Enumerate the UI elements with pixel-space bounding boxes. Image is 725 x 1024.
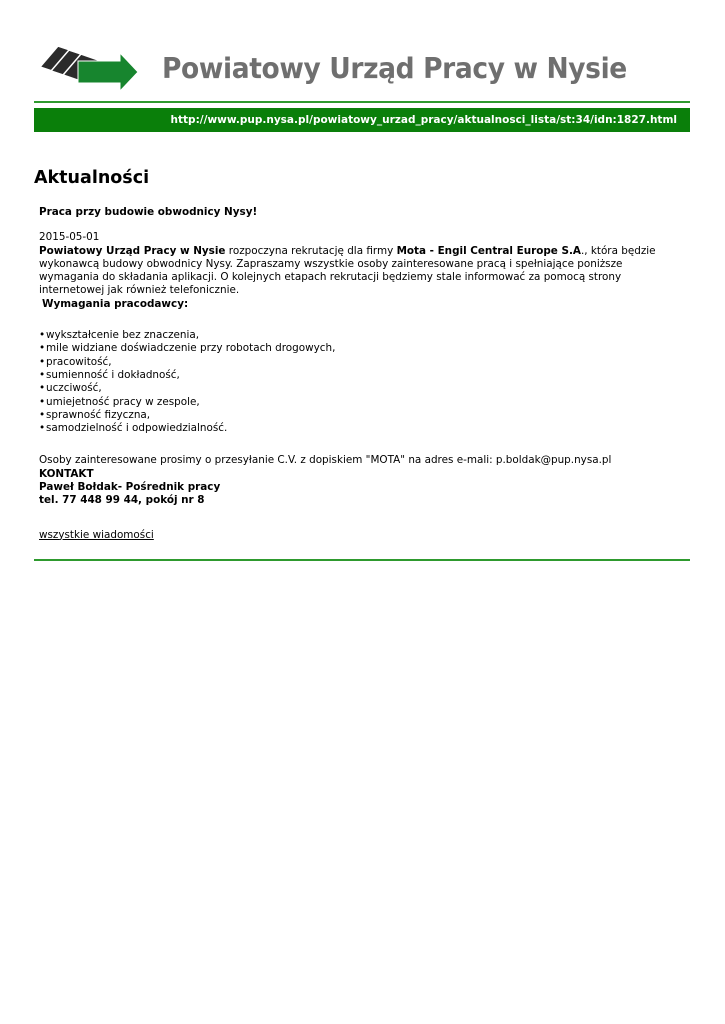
contact-person: Paweł Bołdak- Pośrednik pracy xyxy=(39,481,221,494)
bullet-icon: • xyxy=(39,395,46,408)
site-title: Powiatowy Urząd Pracy w Nysie xyxy=(162,52,627,85)
intro-text-2: ., która będzie wykonawcą budowy obwodnicy Nysy. Zapraszamy wszystkie osoby zainteresowane pracą i spełniające poniższe wymagania do składania aplikacji. O kolejnych etapach rekrutacji będziemy stale informować za pomocą strony internetowej jak również telefonicznie. xyxy=(39,244,656,297)
bullet-icon: • xyxy=(39,342,46,355)
footer-divider xyxy=(34,559,690,561)
article-title: Praca przy budowie obwodnicy Nysy! xyxy=(39,206,258,218)
bullet-icon: • xyxy=(39,408,46,421)
list-item: •sumienność i dokładność, xyxy=(39,368,180,381)
closing-text: Osoby zainteresowane prosimy o przesyłanie C.V. z dopiskiem "MOTA" na adres e-mali: p.boldak@pup.nysa.pl xyxy=(39,454,612,467)
bullet-icon: • xyxy=(39,355,46,368)
section-heading: Aktualności xyxy=(34,168,150,188)
header-divider xyxy=(34,101,690,103)
intro-bold-company: Mota - Engil Central Europe S.A xyxy=(396,244,581,257)
list-item: •samodzielność i odpowiedzialność. xyxy=(39,422,228,435)
intro-bold-office: Powiatowy Urząd Pracy w Nysie xyxy=(39,244,226,257)
bullet-icon: • xyxy=(39,368,46,381)
page-url: http://www.pup.nysa.pl/powiatowy_urzad_pracy/aktualnosci_lista/st:34/idn:1827.html xyxy=(170,114,677,126)
arrow-logo-icon xyxy=(36,42,138,94)
contact-block xyxy=(39,454,671,507)
article xyxy=(39,206,671,542)
list-item: •wykształcenie bez znaczenia, xyxy=(39,329,200,342)
list-item: •mile widziane doświadczenie przy robotach drogowych, xyxy=(39,342,336,355)
requirements-heading: Wymagania pracodawcy: xyxy=(42,297,189,310)
bullet-icon: • xyxy=(39,329,46,342)
list-item: •umiejetność pracy w zespole, xyxy=(39,395,200,408)
article-date: 2015-05-01 xyxy=(39,231,100,244)
intro-text-1: rozpoczyna rekrutację dla firmy xyxy=(225,244,397,257)
contact-label: KONTAKT xyxy=(39,467,94,480)
bullet-icon: • xyxy=(39,422,46,435)
list-item: •pracowitość, xyxy=(39,355,112,368)
bullet-icon: • xyxy=(39,382,46,395)
all-news-link[interactable]: wszystkie wiadomości xyxy=(39,528,154,541)
list-item: •uczciwość, xyxy=(39,382,102,395)
list-item: •sprawność fizyczna, xyxy=(39,408,151,421)
url-bar xyxy=(34,108,690,132)
article-intro xyxy=(39,245,671,298)
contact-phone: tel. 77 448 99 44, pokój nr 8 xyxy=(39,494,205,507)
requirements-list xyxy=(39,329,671,435)
